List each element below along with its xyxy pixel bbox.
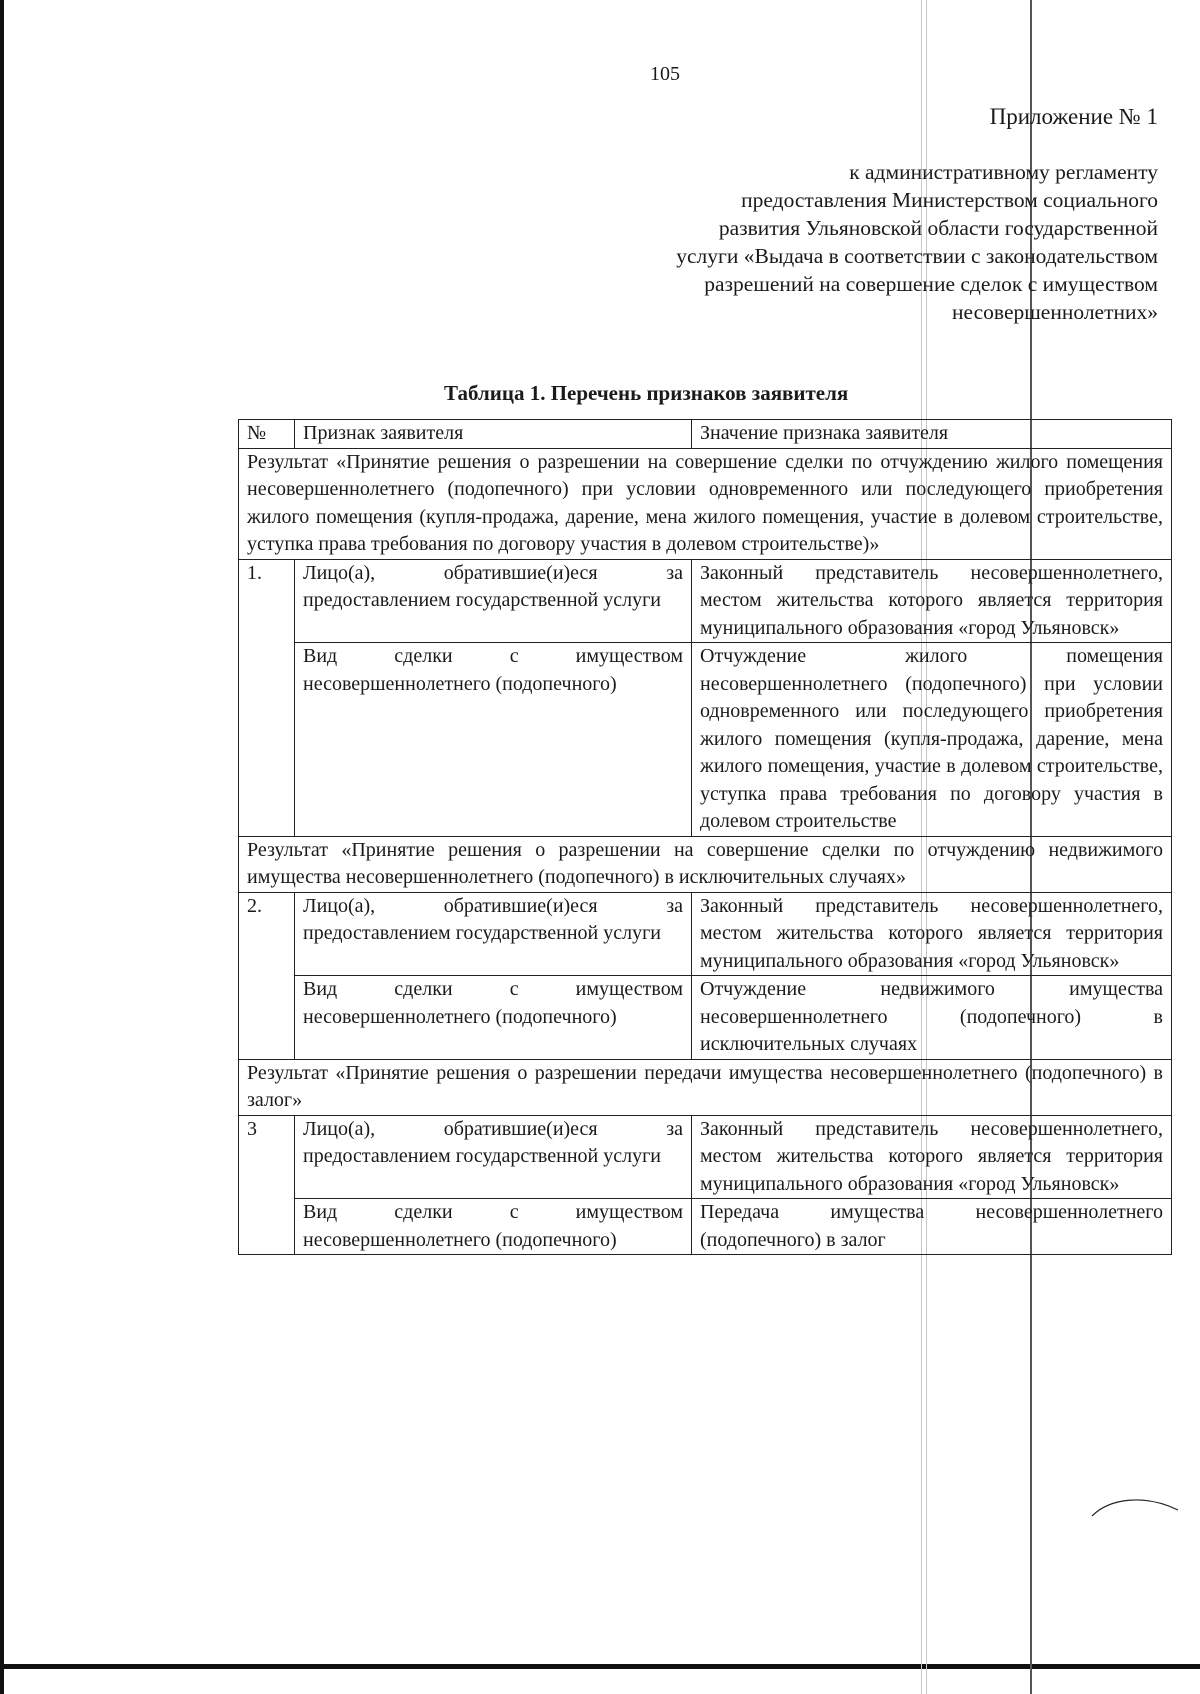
table-row bbox=[239, 1199, 1172, 1255]
appendix-title: Приложение № 1 bbox=[989, 104, 1158, 129]
value-cell: Законный представитель несовершеннолетнего, местом жительства которого является территория муниципального образования «город Ульяновск» bbox=[692, 1115, 1172, 1199]
page-number: 105 bbox=[650, 63, 680, 85]
appendix-subtitle bbox=[676, 158, 1158, 326]
value-cell: Отчуждение недвижимого имущества несовершеннолетнего (подопечного) в исключительных случаях bbox=[692, 976, 1172, 1060]
appendix-line: несовершеннолетних» bbox=[952, 300, 1158, 324]
value-cell: Отчуждение жилого помещения несовершеннолетнего (подопечного) при условии одновременного или последующего приобретения жилого помещения (купля-продажа, дарение, мена жилого помещения, участие в долевом строительстве, уступка права требования по договору участия в долевом строительстве bbox=[692, 643, 1172, 837]
table-row bbox=[239, 892, 1172, 976]
attribute-cell: Лицо(а), обратившие(и)еся за предоставлением государственной услуги bbox=[295, 1115, 692, 1199]
table-row bbox=[239, 559, 1172, 643]
section-result: Результат «Принятие решения о разрешении на совершение сделки по отчуждению жилого помещения несовершеннолетнего (подопечного) при условии одновременного или последующего приобретения жилого помещения (купля-продажа, дарение, мена жилого помещения, участие в долевом строительстве, уступка права требования по договору участия в долевом строительстве)» bbox=[239, 448, 1172, 559]
section-result: Результат «Принятие решения о разрешении на совершение сделки по отчуждению недвижимого имущества несовершеннолетнего (подопечного) в исключительных случаях» bbox=[239, 836, 1172, 892]
pen-mark-scribble bbox=[1090, 1488, 1182, 1528]
table-row bbox=[239, 976, 1172, 1060]
section-result-row bbox=[239, 1059, 1172, 1115]
section-result: Результат «Принятие решения о разрешении передачи имущества несовершеннолетнего (подопечного) в залог» bbox=[239, 1059, 1172, 1115]
header-attribute: Признак заявителя bbox=[295, 420, 692, 449]
table-row bbox=[239, 643, 1172, 837]
row-number: 1. bbox=[239, 559, 295, 836]
value-cell: Передача имущества несовершеннолетнего (подопечного) в залог bbox=[692, 1199, 1172, 1255]
appendix-line: предоставления Министерством социального bbox=[741, 188, 1158, 212]
appendix-line: услуги «Выдача в соответствии с законодательством bbox=[676, 244, 1158, 268]
row-number: 3 bbox=[239, 1115, 295, 1255]
appendix-line: к административному регламенту bbox=[849, 160, 1158, 184]
table-header-row bbox=[239, 420, 1172, 449]
value-cell: Законный представитель несовершеннолетнего, местом жительства которого является территория муниципального образования «город Ульяновск» bbox=[692, 559, 1172, 643]
header-number: № bbox=[239, 420, 295, 449]
value-cell: Законный представитель несовершеннолетнего, местом жительства которого является территория муниципального образования «город Ульяновск» bbox=[692, 892, 1172, 976]
attribute-cell: Вид сделки с имуществом несовершеннолетнего (подопечного) bbox=[295, 976, 692, 1060]
header-value: Значение признака заявителя bbox=[692, 420, 1172, 449]
table-row bbox=[239, 1115, 1172, 1199]
applicant-attributes-table bbox=[238, 419, 1172, 1255]
appendix-line: развития Ульяновской области государственной bbox=[718, 216, 1158, 240]
attribute-cell: Лицо(а), обратившие(и)еся за предоставлением государственной услуги bbox=[295, 559, 692, 643]
attribute-cell: Вид сделки с имуществом несовершеннолетнего (подопечного) bbox=[295, 1199, 692, 1255]
attribute-cell: Лицо(а), обратившие(и)еся за предоставлением государственной услуги bbox=[295, 892, 692, 976]
table-title: Таблица 1. Перечень признаков заявителя bbox=[444, 381, 849, 405]
row-number: 2. bbox=[239, 892, 295, 1059]
page-left-edge bbox=[0, 0, 4, 1694]
section-result-row bbox=[239, 448, 1172, 559]
attribute-cell: Вид сделки с имуществом несовершеннолетнего (подопечного) bbox=[295, 643, 692, 837]
appendix-line: разрешений на совершение сделок с имуществом bbox=[704, 272, 1158, 296]
page-bottom-edge bbox=[0, 1664, 1200, 1669]
section-result-row bbox=[239, 836, 1172, 892]
